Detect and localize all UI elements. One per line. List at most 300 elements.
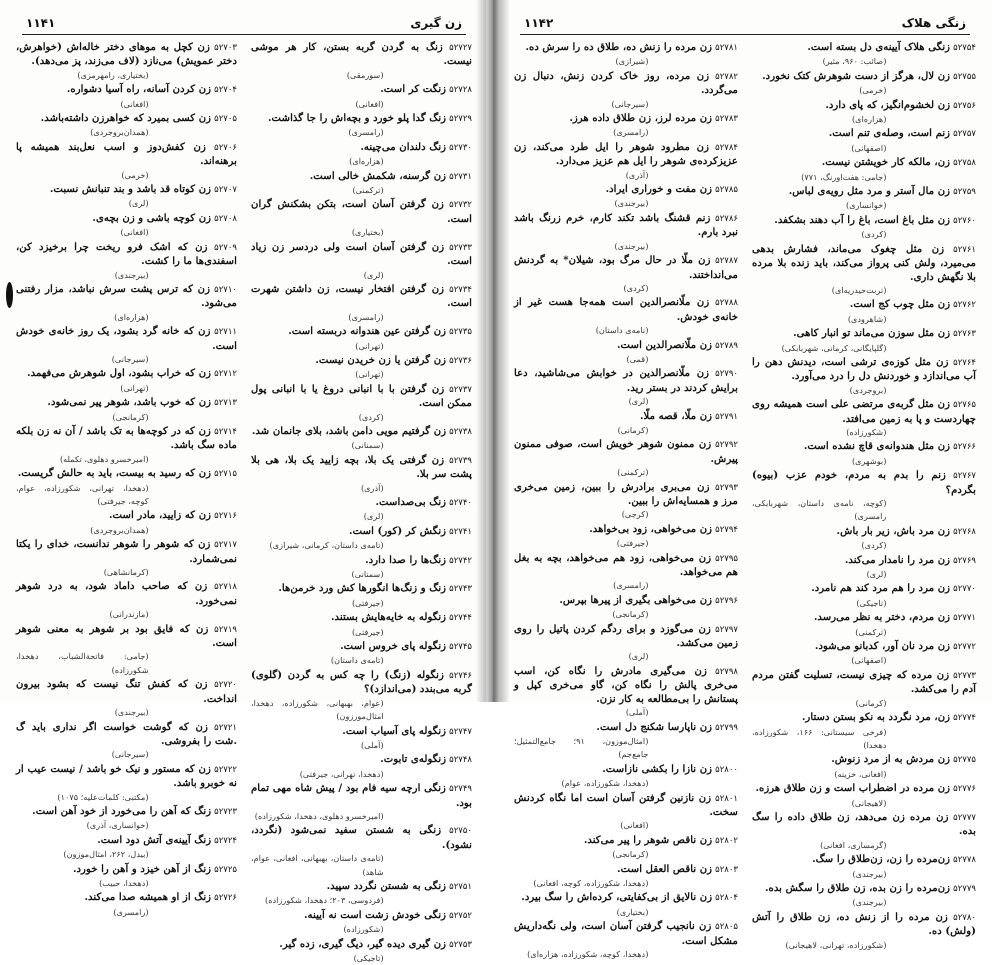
proverb-text: زنگش کر (کور) است.	[349, 524, 447, 537]
source-citation: (سیرجانی)	[111, 353, 149, 364]
margin-binding-mark	[6, 282, 13, 308]
source-citation: (تهرانی)	[120, 382, 149, 393]
source-citation: (دهخدا، تهرانی، شکورزاده، عوام، کوچه، جیرفتی)	[16, 482, 149, 506]
proverb-text: زن گرفتیم مویی دامن باشد، بلای جانمان شد.	[251, 424, 447, 437]
source-citation: (افغانی)	[355, 98, 384, 109]
entry-number: ۵۲۷۰۹	[214, 242, 237, 253]
proverb-entry	[752, 853, 976, 881]
source-citation: (لری)	[363, 511, 384, 522]
proverb-entry	[752, 156, 976, 184]
entry-number: ۵۲۷۷۲	[953, 642, 976, 653]
proverb-text: زنگ گدا پلو خورد و بچه‌اش را جا گذاشت.	[268, 112, 447, 125]
source-citation: (آذری)	[625, 169, 649, 180]
entry-number: ۵۲۷۸۵	[715, 185, 738, 196]
proverb-entry	[251, 425, 472, 453]
proverb-text: زن که ترس پشت سرش نباشد، مزار رفتنی می‌شود.	[16, 282, 237, 310]
source-citation: (بروجردی)	[849, 384, 887, 395]
source-citation: (کردی)	[861, 229, 887, 240]
proverb-entry	[752, 214, 976, 242]
entry-number: ۵۲۷۷۶	[953, 784, 976, 795]
proverb-entry	[514, 70, 738, 111]
entry-number: ۵۲۷۴۲	[449, 555, 472, 566]
entry-number: ۵۲۷۲۴	[214, 835, 237, 846]
proverb-text: زنگوله (زنگ) را چه کس به گردن (گلوی) گربه می‌بندد (می‌اندازد)؟	[251, 668, 472, 696]
entry-number: ۵۲۷۹۱	[715, 411, 738, 422]
entry-number: ۵۲۷۶۸	[953, 526, 976, 537]
proverb-entry	[752, 41, 976, 69]
proverb-entry	[16, 538, 237, 579]
left-page	[0, 0, 486, 963]
proverb-entry	[251, 909, 472, 937]
proverb-text: زنگوله به خایه‌هایش بستند.	[330, 611, 447, 624]
entry-number: ۵۲۷۹۰	[715, 369, 738, 380]
entry-number: ۵۲۷۱۶	[214, 511, 237, 522]
entry-number: ۵۲۷۵۷	[953, 129, 976, 140]
entry-number: ۵۲۷۷۴	[953, 713, 976, 724]
proverb-entry	[251, 383, 472, 424]
proverb-text: زن می‌گیری مادرش را نگاه کن، اسب می‌خری پالش را نگاه کن، گاو می‌خری کپل و پستانش را بی‌مطالعه به کار نزن.	[514, 664, 738, 705]
proverb-entry	[514, 523, 738, 551]
proverb-entry	[514, 594, 738, 622]
source-citation: (کردی)	[358, 411, 384, 422]
entry-number: ۵۲۷۶۷	[953, 471, 976, 482]
proverb-text: زن که مستور و نیک خو باشد / نیست عیب ار نه خوبرو باشد.	[16, 762, 237, 790]
entry-number: ۵۲۷۳۵	[449, 327, 472, 338]
source-citation: (افغانی)	[120, 98, 149, 109]
proverb-text: زن که شوهر را شوهر ندانست، خدای را یکتا نمی‌شمارد.	[16, 538, 237, 565]
proverb-entry	[251, 141, 472, 169]
proverb-entry	[251, 496, 472, 524]
source-citation: (فردوسی، ۲۰۳؛ دهخدا، شکورزاده)	[265, 895, 384, 906]
proverb-entry	[251, 525, 472, 553]
entry-number: ۵۲۷۳۴	[449, 284, 472, 295]
proverb-text: زن کردن آسانه، راه آسیا دشواره.	[66, 83, 212, 96]
source-citation: (رامسری)	[113, 906, 149, 917]
proverb-text: زنگی به شستن سفید نمی‌شود (نگردد، نشود).	[251, 824, 472, 851]
source-citation: (بیرجندی)	[614, 198, 649, 209]
proverb-text: زنگ بی‌صداست.	[375, 496, 447, 508]
entry-number: ۵۲۷۰۳	[214, 43, 237, 53]
proverb-text: زن گرفتن آسان است ولی دردسر زن زیاد است.	[251, 240, 472, 268]
source-citation: (خرمی)	[859, 85, 887, 96]
source-citation: (هزاره‌ای)	[349, 156, 384, 167]
proverb-entry	[251, 725, 472, 753]
proverb-entry	[251, 669, 472, 724]
proverb-text: زن مرده، روز خاک کردن زنش، دنبال زن می‌گردد.	[514, 69, 738, 97]
proverb-text: زن نالایق از بی‌کفایتی، کرده‌اش را سگ بیرد.	[521, 891, 713, 904]
proverb-entry	[752, 753, 976, 781]
source-citation: (عوام، بهبهانی، شکورزاده، دهخدا، امثال‌مورزون)	[251, 697, 384, 722]
proverb-entry	[16, 183, 237, 211]
source-citation: (مکتبی: کلمات‌علیه؛ ۱۰۷۵)	[57, 791, 149, 802]
proverb-entry	[16, 112, 237, 140]
proverb-text: زنگوله پای خروس است.	[340, 640, 447, 653]
source-citation: (گرمساری، افغانی)	[820, 839, 887, 850]
proverb-entry	[752, 669, 976, 710]
proverb-text: زن می‌خواهی، زود بی‌خواهد.	[589, 522, 713, 535]
source-citation: (کرمانجی)	[612, 609, 649, 620]
proverb-text: زن مرده در اضطراب است و زن طلاق هرزه.	[755, 782, 951, 795]
source-citation: (کردی)	[861, 540, 887, 551]
proverb-entry	[514, 481, 738, 522]
source-citation: (جیرفتی)	[351, 626, 384, 637]
proverb-entry	[16, 721, 237, 762]
entry-number: ۵۲۷۵۱	[449, 881, 472, 892]
entry-number: ۵۲۷۶۹	[953, 555, 976, 566]
proverb-entry	[16, 83, 237, 111]
source-citation: (تهرانی)	[355, 340, 384, 351]
column	[752, 41, 976, 950]
proverb-entry	[251, 782, 472, 823]
source-citation: (جامی: هفت‌اورنگ، ۷۷۱)	[801, 171, 887, 182]
source-citation: (بیرجندی)	[852, 897, 887, 908]
proverb-text: زن مرده را از زنش ده، زن طلاق را آتش (ولش) ده.	[752, 910, 976, 938]
source-citation: (سورمقی)	[346, 69, 384, 80]
proverb-entry	[514, 212, 738, 253]
proverb-entry	[752, 298, 976, 326]
proverb-entry	[752, 99, 976, 127]
source-citation: (لری)	[628, 396, 649, 407]
proverb-text: زن گیری دیده گیر، دیگ گیری، زده گیر.	[279, 937, 447, 950]
proverb-entry	[251, 83, 472, 111]
proverb-entry	[752, 243, 976, 298]
proverb-entry	[16, 212, 237, 240]
proverb-entry	[752, 882, 976, 910]
entry-number: ۵۲۷۳۳	[449, 242, 472, 253]
entry-number: ۵۲۷۱۹	[214, 624, 237, 635]
source-citation: (شکورزاده)	[343, 924, 384, 935]
source-citation: (گلپایگانی، کرمانی، شهربابکی)	[781, 342, 887, 353]
entry-number: ۵۲۸۰۱	[715, 793, 738, 804]
proverb-text: زن مثل هندوانه‌ی قاچ نشده است.	[803, 440, 951, 453]
source-citation: (دهخدا، شکورزاده، عوام)	[561, 778, 649, 789]
proverb-entry	[251, 170, 472, 198]
source-citation: (شاهرودی)	[847, 313, 887, 324]
source-citation: (افغانی)	[120, 227, 149, 238]
source-citation: (ترکمنی)	[352, 185, 384, 196]
source-citation: (ترکمنی)	[617, 467, 649, 478]
entry-number: ۵۲۷۴۶	[449, 670, 472, 681]
proverb-entry	[16, 367, 237, 395]
proverb-entry	[251, 880, 472, 908]
entry-number: ۵۲۷۱۵	[214, 469, 237, 480]
source-citation: (لری)	[363, 269, 384, 280]
proverb-entry	[514, 763, 738, 791]
source-citation: (افغانی، خزینه)	[834, 768, 887, 779]
entry-number: ۵۲۷۹۹	[715, 722, 738, 733]
proverb-text: زن که صاحب داماد شود، به درد شوهر نمی‌خورد.	[16, 580, 237, 607]
entry-number: ۵۲۷۸۷	[715, 256, 738, 267]
source-citation: (نامه‌ی داستان)	[595, 325, 649, 336]
entry-number: ۵۲۷۰۶	[214, 142, 237, 153]
source-citation: (کرمانی)	[617, 424, 649, 435]
entry-number: ۵۲۷۴۵	[449, 642, 472, 653]
proverb-entry	[752, 811, 976, 852]
entry-number: ۵۲۸۰۵	[715, 922, 738, 933]
source-citation: (مازندرانی)	[109, 609, 149, 620]
proverb-entry	[514, 41, 738, 69]
source-citation: (اصفهانی)	[851, 142, 887, 153]
proverb-entry	[16, 41, 237, 82]
proverb-text: زن می‌خواهی، زود هم می‌خواهد، بچه به بغل هم می‌خواهد.	[514, 551, 738, 579]
proverb-entry	[16, 396, 237, 424]
source-citation: (دهخدا، حبیب)	[99, 877, 149, 888]
proverb-entry	[251, 824, 472, 879]
entry-number: ۵۲۷۷۰	[953, 584, 976, 595]
entry-number: ۵۲۷۰۵	[214, 114, 237, 125]
proverb-entry	[514, 891, 738, 919]
proverb-text: زن کسی بمیرد که خواهرزن داشته‌باشد.	[40, 112, 212, 125]
entry-number: ۵۲۷۳۷	[449, 384, 472, 395]
source-citation: (هزاره‌ای)	[114, 311, 149, 322]
proverb-text: زن ملّانصرالدین در خوابش می‌شاشید، دعا برایش کردند در بستر رید.	[514, 367, 738, 394]
proverb-text: زن‌مرده را زن بده، زن طلاق را سگش بده.	[764, 881, 951, 894]
proverb-entry	[251, 753, 472, 781]
source-citation: (تامه‌ی داستان، کرمانی، شیرازی)	[269, 540, 384, 551]
proverb-text: زن که خوب باشد، شوهر پیر نمی‌شود.	[47, 396, 212, 409]
proverb-text: زن مرده لرز، زن طلاق داده هرز.	[569, 112, 713, 125]
column	[16, 41, 237, 917]
proverb-text: زنگی ارچه سیه فام بود / پیش شاه مهی تمام بود.	[251, 782, 472, 809]
source-citation: (کرمانجی)	[612, 849, 649, 860]
entry-number: ۵۲۷۷۹	[953, 883, 976, 894]
source-citation: (لری)	[866, 569, 887, 580]
proverb-text: زنگی هلاک آیینه‌ی دل بسته است.	[807, 41, 951, 53]
proverb-entry	[514, 623, 738, 664]
entry-number: ۵۲۷۵۲	[449, 910, 472, 921]
entry-number: ۵۲۷۲۷	[449, 43, 472, 53]
proverb-entry	[514, 438, 738, 479]
proverb-text: زن مطرود شوهر را ایل طرد می‌کند، زن عزیزکرده‌ی شوهر را ایل هم عزیز می‌دارد.	[514, 140, 738, 168]
proverb-text: زن مثل باغ است، باغ را آب دهند بشکفد.	[774, 213, 951, 226]
entry-number: ۵۲۷۷۵	[953, 755, 976, 766]
source-citation: (قمی)	[626, 353, 649, 364]
proverb-text: زن مرده که چیزی نیست، تسلیت گفتن مردم آدم را می‌کشد.	[752, 668, 976, 696]
source-citation: (بیدل، ۲۶۲، امثال‌موزون)	[63, 849, 149, 860]
proverb-entry	[752, 327, 976, 355]
source-citation: (لاهیجانی)	[851, 797, 887, 808]
proverb-text: زن مرده زن می‌دهد، زن طلاق داده را سگ بده.	[752, 810, 976, 838]
proverb-entry	[16, 678, 237, 719]
entry-number: ۵۲۷۲۳	[214, 806, 237, 817]
proverb-entry	[16, 623, 237, 678]
entry-number: ۵۲۷۱۴	[214, 426, 237, 437]
proverb-entry	[251, 611, 472, 639]
source-citation: (بیرجندی)	[114, 269, 149, 280]
proverb-text: زن می‌گوزد و برای ردگم کردن پاتیل را روی زمین می‌کشد.	[514, 622, 738, 650]
proverb-text: زن کچل به موهای دختر خاله‌اش (خواهرش، دختر عمویش) می‌نازد (لاف می‌زند، پز می‌دهد).	[16, 41, 237, 68]
book-gutter	[486, 0, 500, 702]
proverb-text: زن که زایید، مادر است.	[108, 509, 212, 522]
source-citation: (بیرجندی)	[114, 707, 149, 718]
proverb-text: زن می‌خواهی بگیری از پیرها بپرس.	[559, 593, 713, 606]
source-citation: (هزاره‌ای)	[851, 114, 887, 125]
left-page-title: زن گیری	[410, 16, 462, 30]
source-citation: (آذری)	[360, 482, 384, 493]
proverb-text: زن که فایق بود بر شوهر به معنی شوهر است.	[16, 622, 237, 650]
entry-number: ۵۲۷۰۸	[214, 213, 237, 224]
source-citation: (تهرانی)	[355, 369, 384, 380]
entry-number: ۵۲۷۶۰	[953, 215, 976, 226]
proverb-text: زن که در کوچه‌ها به تک باشد / آن نه زن بلکه ماده سگ باشد.	[16, 424, 237, 452]
source-citation: (رامسری)	[348, 127, 384, 138]
entry-number: ۵۲۷۸۲	[715, 71, 738, 82]
proverb-text: زن نازا را بکشی نازاست.	[602, 762, 713, 775]
proverb-entry	[752, 185, 976, 213]
proverb-text: زن‌مرده را زن، زن‌طلاق را سگ.	[812, 853, 951, 866]
entry-number: ۵۲۷۳۶	[449, 355, 472, 366]
entry-number: ۵۲۷۵۵	[953, 71, 976, 82]
proverb-text: زن ملّانصرالدین است همه‌جا هست غیر از خانه‌ی خودش.	[514, 296, 738, 323]
source-citation: (بختیاری)	[616, 906, 649, 917]
proverb-text: زن گرفتن آسان است، بتکن بشکنش گران است.	[251, 198, 472, 225]
source-citation: (سیرجانی)	[111, 749, 149, 760]
source-citation: (ترکمنی)	[855, 626, 887, 637]
proverb-entry	[752, 440, 976, 468]
proverb-text: زنگ از آهن خیزد و آهن را خورد.	[72, 862, 212, 875]
right-page	[500, 0, 992, 959]
source-citation: (امیرخسرو دهلوی، تکمله)	[59, 453, 149, 464]
proverb-text: زن که گوشت خواست اگر نداری باید گ .شت را بفروشی.	[16, 720, 237, 747]
right-page-columns	[514, 41, 976, 959]
proverb-entry	[514, 721, 738, 762]
source-citation: (آملی)	[361, 739, 384, 750]
proverb-text: زن مردم، دختر به نظر می‌رسد.	[813, 611, 951, 624]
proverb-text: زن مثل گربه‌ی مرتضی علی است همیشه روی چهاردست و پا به زمین می‌افتد.	[752, 398, 976, 425]
entry-number: ۵۲۷۳۹	[449, 455, 472, 466]
proverb-entry	[514, 141, 738, 182]
proverb-text: زنگی خودش زشت است نه آیینه.	[304, 908, 447, 921]
proverb-text: زن، مالکه کار خویشتن نیست.	[821, 156, 951, 169]
proverb-entry	[251, 241, 472, 282]
entry-number: ۵۲۷۶۳	[953, 329, 976, 340]
proverb-text: زن ناپارسا شکنج دل است.	[596, 720, 713, 733]
source-citation: (صائب: ۹۶۰، مثیر)	[822, 56, 887, 67]
entry-number: ۵۲۷۲۱	[214, 722, 237, 733]
proverb-entry	[251, 554, 472, 582]
entry-number: ۵۲۷۷۷	[953, 812, 976, 823]
proverb-entry	[16, 241, 237, 282]
column	[514, 41, 738, 959]
proverb-text: زن مثل چوب کج است.	[849, 298, 951, 311]
entry-number: ۵۲۷۳۰	[449, 142, 472, 153]
proverb-text: زن کفش‌دوز و اسب نعل‌بند همیشه پا برهنه‌اند.	[16, 140, 237, 168]
source-citation: (کرجی)	[621, 509, 649, 520]
proverb-entry	[752, 640, 976, 668]
entry-number: ۵۲۷۴۰	[449, 498, 472, 508]
proverb-text: زنگ آیینه‌ی آتش دود است.	[97, 833, 212, 846]
entry-number: ۵۲۷۰۴	[214, 85, 237, 96]
proverb-entry	[514, 920, 738, 961]
proverb-entry	[251, 454, 472, 495]
proverb-text: زنگوله پای آسیاب است.	[342, 724, 447, 737]
source-citation: (تاجیکی)	[856, 597, 887, 608]
proverb-text: زن که رسید به بیست، باید به حالش گریست.	[17, 467, 212, 480]
proverb-text: زن مرده را زنش ده، طلاق ده را سرش ده.	[525, 41, 713, 53]
proverb-entry	[514, 410, 738, 438]
proverb-entry	[16, 425, 237, 466]
proverb-text: زن لخشوم‌انگیز، که پای دارد.	[825, 98, 951, 111]
proverb-entry	[752, 70, 976, 98]
source-citation: (بیرجندی)	[852, 868, 887, 879]
source-citation: (شیرازی)	[615, 56, 649, 67]
proverb-text: زن مفت و خوراری ایراد.	[605, 183, 713, 196]
proverb-text: زنگوله‌ی تابوت.	[380, 753, 447, 766]
proverb-text: زن مرد باش، زیر بار باش.	[836, 524, 951, 537]
proverb-text: زن گرفتن افتخار نیست، زن داشتن شهرت است.	[251, 282, 472, 310]
proverb-entry	[16, 325, 237, 366]
source-citation: (تاجیکی)	[353, 953, 384, 963]
entry-number: ۵۲۸۰۴	[715, 893, 738, 904]
proverb-entry	[16, 509, 237, 537]
source-citation: (شکورزاده)	[846, 426, 887, 437]
source-citation: (افغانی)	[620, 820, 649, 831]
source-citation: (لری)	[628, 651, 649, 662]
entry-number: ۵۲۷۲۲	[214, 764, 237, 775]
source-citation: (کرمانی)	[855, 697, 887, 708]
source-citation: (خوانساری)	[846, 200, 887, 211]
proverb-text: زنگ از او همیشه صدا می‌کند.	[84, 891, 212, 904]
source-citation: (سیرجانی)	[611, 98, 649, 109]
proverb-entry	[752, 711, 976, 752]
proverb-text: زن کوتاه قد باشد و بند تنبانش نسبت.	[49, 183, 212, 196]
proverb-text: زنگ که آهن را می‌خورد از خود آهن است.	[32, 804, 212, 817]
entry-number: ۵۲۸۰۰	[715, 764, 738, 775]
entry-number: ۵۲۷۴۴	[449, 613, 472, 624]
entry-number: ۵۲۷۲۰	[214, 680, 237, 691]
entry-number: ۵۲۷۳۸	[449, 426, 472, 437]
entry-number: ۵۲۷۴۹	[449, 784, 472, 795]
proverb-entry	[16, 467, 237, 508]
proverb-entry	[514, 339, 738, 367]
proverb-text: زن مال آستر و مرد مثل رویه‌ی لباس.	[788, 185, 951, 198]
entry-number: ۵۲۷۱۸	[214, 582, 237, 593]
proverb-entry	[16, 891, 237, 919]
right-page-number: ۱۱۴۲	[524, 16, 554, 30]
entry-number: ۵۲۷۵۴	[953, 43, 976, 53]
proverb-entry	[752, 127, 976, 155]
proverb-entry	[752, 525, 976, 553]
proverb-entry	[514, 552, 738, 593]
entry-number: ۵۲۷۷۱	[953, 613, 976, 624]
source-citation: (سمنانی)	[351, 440, 384, 451]
proverb-entry	[514, 254, 738, 295]
proverb-entry	[251, 41, 472, 82]
entry-number: ۵۲۷۹۸	[715, 666, 738, 677]
left-page-number: ۱۱۴۱	[26, 16, 56, 30]
proverb-text: زن گرسنه، شکمش خالی است.	[309, 169, 447, 182]
proverb-entry	[251, 198, 472, 239]
entry-number: ۵۲۷۶۶	[953, 442, 976, 453]
entry-number: ۵۲۷۹۷	[715, 624, 738, 635]
proverb-text: زن گرفتی یک بلا، بچه زایید یک بلا، هی بلا پشت سر بلا.	[251, 453, 472, 481]
proverb-entry	[251, 582, 472, 610]
source-citation: (اصفهانی)	[851, 655, 887, 666]
entry-number: ۵۲۷۴۱	[449, 526, 472, 537]
entry-number: ۵۲۷۹۶	[715, 595, 738, 606]
proverb-text: زن کوچه باشی و زن بچه‌ی.	[92, 211, 212, 224]
proverb-entry	[514, 863, 738, 891]
column	[251, 41, 472, 963]
proverb-text: زنم را بدم به مردم، خودم عزب (بیوه) بگردم؟	[752, 469, 976, 496]
entry-number: ۵۲۷۶۲	[953, 300, 976, 311]
source-citation: (کوچه، نامه‌ی داستان، شهربابکی، رامسری)	[752, 498, 887, 522]
proverb-text: زن که خانه گرد بشود، یک روز خانه‌ی خودش است.	[16, 325, 237, 352]
source-citation: (تامه‌ی داستان، بهبهانی، افغانی، عوام، شاهد)	[251, 853, 384, 877]
entry-number: ۵۲۷۶۴	[953, 357, 976, 368]
source-citation: (دهخدا، تهرانی، جیرفتی)	[299, 768, 384, 779]
right-page-title: زنگی هلاک	[901, 16, 966, 30]
